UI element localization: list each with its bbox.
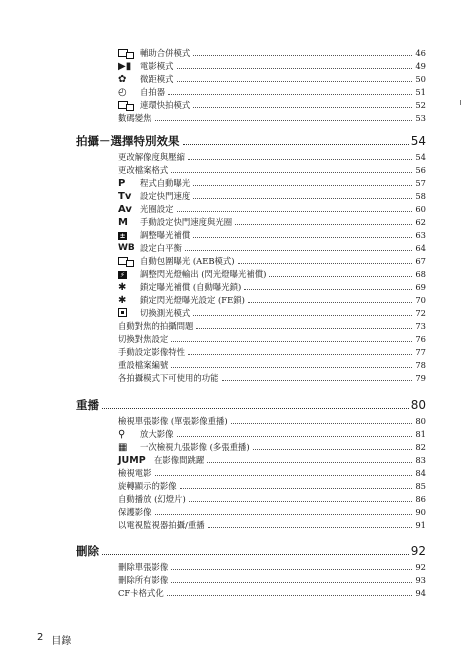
toc-entry-label: 調整閃光燈輸出 (閃光燈曝光補償) <box>140 269 267 279</box>
toc-entry-page: 49 <box>415 61 426 71</box>
leader-dots <box>171 569 412 570</box>
toc-entry-label: 手動設定快門速度與光圈 <box>140 217 233 227</box>
toc-entry[interactable] <box>118 416 426 427</box>
toc-entry[interactable] <box>118 230 426 241</box>
leader-dots <box>177 68 413 69</box>
toc-entry-page: 68 <box>415 269 426 279</box>
flash-exposure-compensation-icon: ⚡ <box>118 269 140 280</box>
toc-entry-self-timer[interactable] <box>118 87 426 98</box>
toc-entry[interactable] <box>118 282 426 293</box>
leader-dots <box>102 554 409 555</box>
toc-entry-page: 70 <box>415 295 426 305</box>
toc-entry-page: 80 <box>415 416 426 426</box>
leader-dots <box>188 354 412 355</box>
leader-dots <box>269 276 412 277</box>
toc-entry-macro[interactable] <box>118 74 426 85</box>
exposure-compensation-icon: ± <box>119 232 126 240</box>
toc-entry[interactable] <box>118 269 426 280</box>
toc-entry-label: 設定快門速度 <box>140 191 191 201</box>
toc-section-erasing[interactable] <box>76 544 426 558</box>
toc-entry[interactable] <box>118 191 426 202</box>
toc-section-shooting-effects[interactable] <box>76 134 426 148</box>
leader-dots <box>180 488 412 489</box>
toc-entry-page: 69 <box>415 282 426 292</box>
toc-entry-page: 77 <box>415 347 426 357</box>
toc-entry[interactable] <box>118 256 426 267</box>
toc-entry-page: 85 <box>415 481 426 491</box>
toc-entry[interactable] <box>118 243 426 254</box>
toc-entry-label: 保護影像 <box>118 507 152 517</box>
leader-dots <box>231 423 412 424</box>
leader-dots <box>155 120 413 121</box>
toc-entry-page: 58 <box>415 191 426 201</box>
toc-entry-label: 鎖定閃光燈曝光設定 (FE鎖) <box>140 295 245 305</box>
toc-entry[interactable] <box>118 588 426 599</box>
movie-icon: ▶▮ <box>118 61 132 72</box>
section-page: 54 <box>410 134 426 148</box>
leader-dots <box>248 302 412 303</box>
toc-entry-label: 切換測光模式 <box>140 308 191 318</box>
toc-entry-page: 60 <box>415 204 426 214</box>
toc-entry[interactable] <box>118 204 426 215</box>
leader-dots <box>193 198 412 199</box>
toc-entry-label: 放大影像 <box>140 429 174 439</box>
leader-dots <box>193 107 412 108</box>
toc-entry-label: 數碼變焦 <box>118 113 152 123</box>
toc-entry-page: 72 <box>415 308 426 318</box>
toc-entry-page: 46 <box>415 48 426 58</box>
toc-entry-label: 以電視監視器拍攝/重播 <box>118 520 205 530</box>
toc-entry-label: CF卡格式化 <box>118 588 164 598</box>
toc-entry[interactable] <box>118 152 426 163</box>
toc-entry-page: 51 <box>415 87 426 97</box>
leader-dots <box>185 250 412 251</box>
toc-entry[interactable] <box>118 494 426 505</box>
page-footer <box>37 632 71 647</box>
toc-entry-label: 更改檔案格式 <box>118 165 169 175</box>
edge-mark <box>460 100 461 105</box>
fe-lock-icon: ✱ <box>118 295 127 306</box>
section-title: 拍攝－選擇特別效果 <box>76 134 180 148</box>
toc-entry-page: 82 <box>415 442 426 452</box>
toc-entry-page: 57 <box>415 178 426 188</box>
leader-dots <box>196 328 412 329</box>
auto-exposure-bracketing-icon <box>118 256 140 267</box>
toc-entry[interactable] <box>118 562 426 573</box>
toc-entry-page: 90 <box>415 507 426 517</box>
white-balance-icon: WB <box>118 243 135 253</box>
leader-dots <box>193 237 412 238</box>
toc-entry-page: 79 <box>415 373 426 383</box>
leader-dots <box>183 144 409 145</box>
toc-entry-page: 63 <box>415 230 426 240</box>
ae-lock-icon: ✱ <box>118 282 127 293</box>
stitch-assist-icon <box>118 48 140 59</box>
toc-entry[interactable] <box>118 295 426 306</box>
toc-entry[interactable] <box>118 360 426 371</box>
toc-entry-label: 鎖定曝光補償 (自動曝光鎖) <box>140 282 242 292</box>
toc-entry-label: 切換對焦設定 <box>118 334 169 344</box>
leader-dots <box>238 263 412 264</box>
toc-entry-stitch-assist[interactable] <box>118 48 426 59</box>
toc-entry[interactable] <box>118 347 426 358</box>
toc-entry-label: 更改解像度與壓縮 <box>118 152 185 162</box>
toc-entry[interactable] <box>118 321 426 332</box>
toc-entry-label: 各拍攝模式下可使用的功能 <box>118 373 219 383</box>
toc-entry[interactable] <box>118 178 426 189</box>
toc-entry-label: 刪除單張影像 <box>118 562 169 572</box>
toc-entry-label: 程式自動曝光 <box>140 178 191 188</box>
jump-icon: JUMP <box>118 455 146 466</box>
toc-entry-label: 輔助合併模式 <box>140 48 191 58</box>
toc-entry-page: 81 <box>415 429 426 439</box>
toc-entry-page: 91 <box>415 520 426 530</box>
manual-mode-icon: M <box>118 217 128 228</box>
toc-entry-label: 在影像間跳躍 <box>154 455 205 465</box>
macro-icon: ✿ <box>118 74 127 85</box>
toc-entry[interactable] <box>118 429 426 440</box>
toc-entry[interactable] <box>118 455 426 466</box>
toc-entry[interactable] <box>118 165 426 176</box>
toc-entry[interactable] <box>118 507 426 518</box>
aperture-priority-icon: Av <box>118 204 132 215</box>
toc-entry-movie[interactable] <box>118 61 426 72</box>
leader-dots <box>102 408 409 409</box>
continuous-shooting-icon <box>118 100 140 111</box>
toc-entry-label: 連環快拍模式 <box>140 100 191 110</box>
toc-entry-page: 78 <box>415 360 426 370</box>
toc-entry-page: 50 <box>415 74 426 84</box>
toc-entry-page: 84 <box>415 468 426 478</box>
toc-entry-label: 設定白平衡 <box>140 243 182 253</box>
toc-entry-label: 一次檢視九張影像 (多張重播) <box>140 442 250 452</box>
toc-entry[interactable] <box>118 468 426 479</box>
footer-label: 目錄 <box>51 636 72 647</box>
index-playback-icon: ▦ <box>118 442 128 453</box>
toc-entry-label: 檢視單張影像 (單張影像重播) <box>118 416 228 426</box>
toc-entry-label: 自動包圍曝光 (AEB模式) <box>140 256 235 266</box>
leader-dots <box>167 595 412 596</box>
toc-entry-page: 94 <box>415 588 426 598</box>
toc-entry[interactable] <box>118 373 426 384</box>
toc-entry-label: 自動對焦的拍攝問題 <box>118 321 194 331</box>
leader-dots <box>177 81 413 82</box>
leader-dots <box>193 55 412 56</box>
leader-dots <box>177 436 413 437</box>
toc-entry[interactable] <box>118 575 426 586</box>
leader-dots <box>171 582 412 583</box>
toc-entry-label: 微距模式 <box>140 74 174 84</box>
section-page: 80 <box>410 398 426 412</box>
toc-entry-label: 自動播放 (幻燈片) <box>118 494 186 504</box>
leader-dots <box>171 172 412 173</box>
section-title: 重播 <box>76 398 99 412</box>
toc-entry-label: 手動設定影像特性 <box>118 347 185 357</box>
leader-dots <box>155 475 413 476</box>
leader-dots <box>253 449 412 450</box>
toc-entry-continuous[interactable] <box>118 100 426 111</box>
leader-dots <box>193 315 412 316</box>
leader-dots <box>188 159 412 160</box>
leader-dots <box>171 367 412 368</box>
toc-entry-label: 電影模式 <box>140 61 174 71</box>
toc-entry-page: 56 <box>415 165 426 175</box>
toc-entry-page: 93 <box>415 575 426 585</box>
toc-entry[interactable] <box>118 481 426 492</box>
leader-dots <box>171 341 412 342</box>
leader-dots <box>193 185 412 186</box>
toc-entry-label: 檢視電影 <box>118 468 152 478</box>
toc-entry-page: 73 <box>415 321 426 331</box>
toc-entry[interactable] <box>118 308 426 319</box>
section-title: 刪除 <box>76 544 99 558</box>
toc-entry-page: 76 <box>415 334 426 344</box>
toc-entry-label: 調整曝光補償 <box>140 230 191 240</box>
toc-entry[interactable] <box>118 520 426 531</box>
toc-entry-label: 重設檔案編號 <box>118 360 169 370</box>
leader-dots <box>222 380 413 381</box>
toc-entry-label: 旋轉顯示的影像 <box>118 481 177 491</box>
toc-entry-page: 86 <box>415 494 426 504</box>
toc-entry-page: 67 <box>415 256 426 266</box>
toc-entry-label: 刪除所有影像 <box>118 575 169 585</box>
leader-dots <box>189 501 412 502</box>
toc-entry-page: 54 <box>415 152 426 162</box>
toc-entry[interactable] <box>118 217 426 228</box>
toc-entry-page: 64 <box>415 243 426 253</box>
toc-entry[interactable] <box>118 334 426 345</box>
toc-entry-page: 92 <box>415 562 426 572</box>
leader-dots <box>207 462 412 463</box>
shutter-priority-icon: Tv <box>118 191 132 202</box>
section-page: 92 <box>410 544 426 558</box>
leader-dots <box>208 527 412 528</box>
leader-dots <box>244 289 412 290</box>
self-timer-icon: ◴ <box>118 87 127 98</box>
toc-entry-page: 62 <box>415 217 426 227</box>
footer-page-number: 2 <box>37 632 44 643</box>
program-ae-icon: P <box>118 178 126 189</box>
toc-entry-page: 52 <box>415 100 426 110</box>
leader-dots <box>168 94 412 95</box>
leader-dots <box>177 211 413 212</box>
toc-entry-label: 自拍器 <box>140 87 166 97</box>
leader-dots <box>155 514 413 515</box>
metering-mode-icon <box>118 307 140 319</box>
toc-entry-label: 光圈設定 <box>140 204 174 214</box>
toc-entry-digital-zoom[interactable] <box>118 113 426 124</box>
leader-dots <box>235 224 412 225</box>
toc-entry-page: 83 <box>415 455 426 465</box>
magnify-icon: ⚲ <box>118 429 126 440</box>
toc-entry[interactable] <box>118 442 426 453</box>
toc-entry-page: 53 <box>415 113 426 123</box>
toc-section-playback[interactable] <box>76 398 426 412</box>
